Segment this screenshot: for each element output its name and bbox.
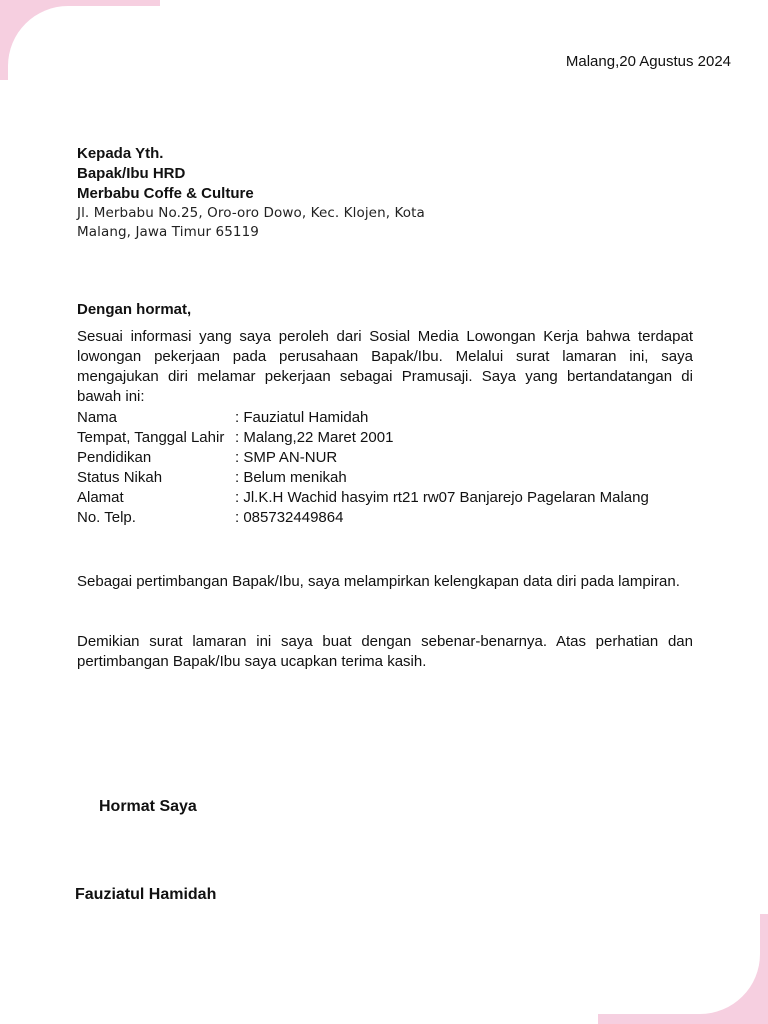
- signer-name: Fauziatul Hamidah: [75, 886, 217, 903]
- detail-row-status: [77, 468, 697, 488]
- detail-label: Alamat: [77, 489, 124, 506]
- detail-label: Tempat, Tanggal Lahir: [77, 429, 225, 446]
- detail-value: : Malang,22 Maret 2001: [235, 429, 394, 446]
- detail-row-ttl: [77, 428, 697, 448]
- recipient-greeting: Kepada Yth.: [77, 145, 164, 162]
- decorative-corner-bottom-right: [598, 914, 768, 1024]
- recipient-company: Merbabu Coffe & Culture: [77, 185, 254, 202]
- closing-phrase: Hormat Saya: [99, 798, 197, 815]
- detail-value: : Fauziatul Hamidah: [235, 409, 369, 426]
- detail-value: : Jl.K.H Wachid hasyim rt21 rw07 Banjarejo Pagelaran Malang: [235, 489, 649, 506]
- detail-label: Status Nikah: [77, 469, 163, 486]
- closing-paragraph: Demikian surat lamaran ini saya buat dengan sebenar-benarnya. Atas perhatian dan pertimbangan Bapak/Ibu saya ucapkan terima kasih.: [77, 633, 693, 670]
- detail-row-nama: [77, 408, 697, 428]
- recipient-address-line-1: Jl. Merbabu No.25, Oro-oro Dowo, Kec. Klojen, Kota: [77, 205, 425, 221]
- detail-label: No. Telp.: [77, 509, 136, 526]
- detail-value: : SMP AN-NUR: [235, 449, 338, 466]
- recipient-block: [77, 144, 697, 242]
- detail-row-alamat: [77, 488, 697, 508]
- attachment-paragraph: Sebagai pertimbangan Bapak/Ibu, saya melampirkan kelengkapan data diri pada lampiran.: [77, 573, 680, 590]
- recipient-title: Bapak/Ibu HRD: [77, 165, 186, 182]
- letter-date: Malang,20 Agustus 2024: [565, 53, 731, 70]
- applicant-details: [77, 408, 697, 528]
- detail-label: Pendidikan: [77, 449, 152, 466]
- detail-label: Nama: [77, 409, 118, 426]
- salutation: Dengan hormat,: [77, 301, 192, 318]
- intro-paragraph: Sesuai informasi yang saya peroleh dari Sosial Media Lowongan Kerja bahwa terdapat lowongan pekerjaan pada perusahaan Bapak/Ibu. Melalui surat lamaran ini, saya mengajukan diri melamar pekerjaan sebagai Pramusaji. Saya yang bertandatangan di bawah ini:: [77, 328, 693, 405]
- detail-value: : Belum menikah: [235, 469, 347, 486]
- detail-row-pendidikan: [77, 448, 697, 468]
- detail-row-telp: [77, 508, 697, 528]
- recipient-address-line-2: Malang, Jawa Timur 65119: [77, 224, 259, 240]
- decorative-corner-top-left: [0, 0, 160, 80]
- detail-value: : 085732449864: [235, 509, 344, 526]
